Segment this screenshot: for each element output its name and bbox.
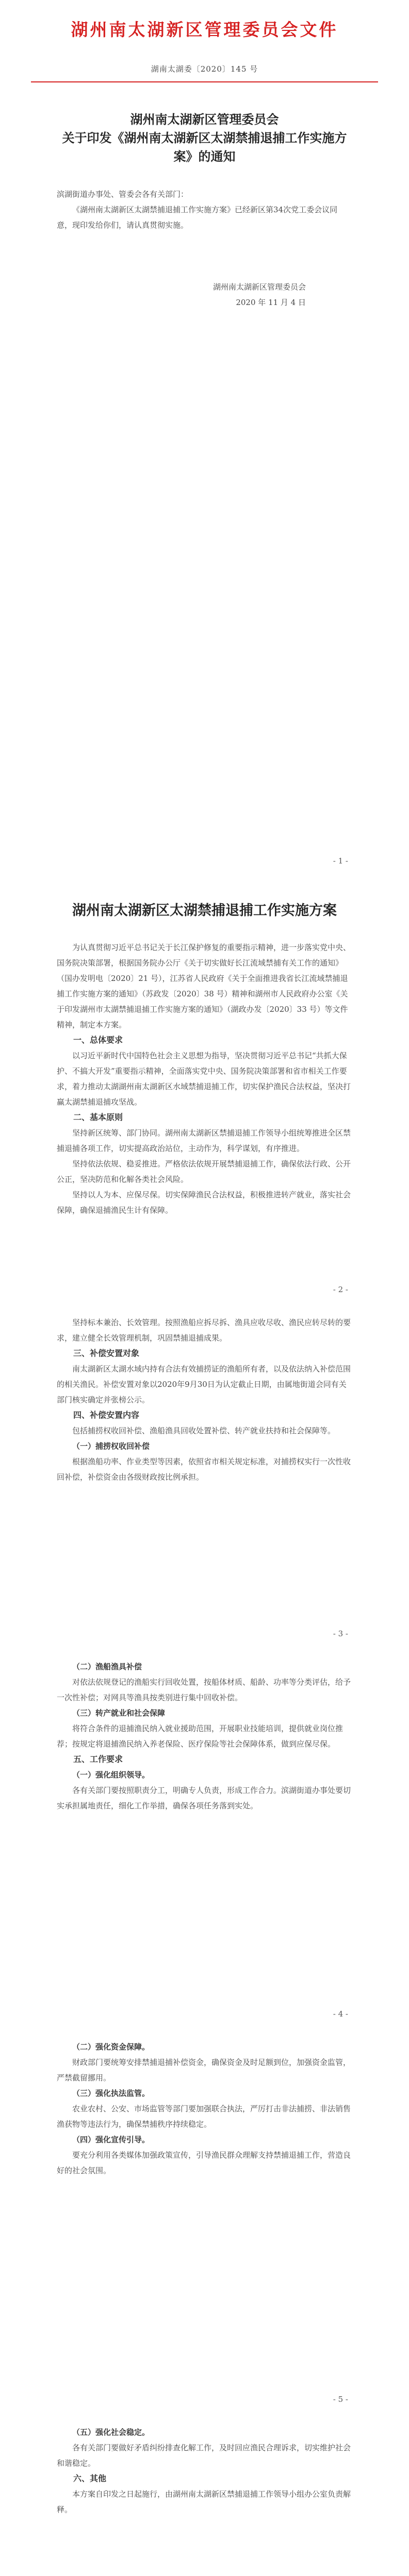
page-number-5: - 5 - [333, 2395, 348, 2404]
subsection-5-3-paragraph: 农业农村、公安、市场监管等部门要加强联合执法，严厉打击非法捕捞、非法销售渔获物等违法行为，确保禁捕秩序持续稳定。 [57, 2104, 351, 2129]
section-heading-5: 五、工作要求 [73, 1754, 123, 1764]
section-heading-2: 二、基本原则 [73, 1112, 123, 1122]
page-number-4: - 4 - [333, 2009, 348, 2019]
sign-date: 2020 年 11 月 4 日 [236, 298, 306, 307]
subsection-5-4-paragraph: 要充分利用各类媒体加强政策宣传，引导渔民群众理解支持禁捕退捕工作，营造良好的社会氛围。 [57, 2150, 351, 2175]
section-2-paragraph-2: 坚持依法依规、稳妥推进。严格依法依规开展禁捕退捕工作，确保依法行政、公开公正，坚决防范和化解各类社会风险。 [57, 1159, 351, 1184]
section-2-paragraph-4: 坚持标本兼治、长效管理。按照渔船应拆尽拆、渔具应收尽收、渔民应转尽转的要求，建立健全长效管理机制，巩固禁捕退捕成果。 [57, 1318, 351, 1343]
plan-intro: 为认真贯彻习近平总书记关于长江保护修复的重要指示精神，进一步落实党中央、国务院决策部署，根据国务院办公厅《关于切实做好长江流域禁捕有关工作的通知》（国办发明电〔2020〕21 号），江苏省人民政府《关于全面推进我省长江流域禁捕退捕工作实施方案的通知》（苏政发〔2020〕38 号）精神和湖州市人民政府办公室《关于印发湖州市太湖禁捕退捕工作实施方案的通知》（湖政办发〔2020〕33 号）等文件精神，制定本方案。 [57, 943, 351, 1029]
section-2-paragraph-3: 坚持以人为本、应保尽保。切实保障渔民合法权益，积极推进转产就业，落实社会保障，确保退捕渔民生计有保障。 [57, 1190, 351, 1215]
plan-section-4 [0, 2039, 409, 2178]
section-2-paragraph-1: 坚持新区统筹、部门协同。湖州南太湖新区禁捕退捕工作领导小组统筹推进全区禁捕退捕各项工作，切实提高政治站位，主动作为，科学谋划，有序推进。 [57, 1128, 351, 1153]
page-number-2: - 2 - [333, 1285, 348, 1294]
section-heading-3: 三、补偿安置对象 [73, 1348, 140, 1358]
notice-body-text: 《湖州南太湖新区太湖禁捕退捕工作实施方案》已经新区第34次党工委会议同意，现印发给你们，请认真贯彻实施。 [57, 205, 338, 230]
subsection-5-2-paragraph: 财政部门要统筹安排禁捕退捕补偿资金，确保资金及时足额到位，加强资金监管，严禁截留挪用。 [57, 2058, 351, 2082]
subsection-4-2: （二）渔船渔具补偿 [72, 1662, 142, 1671]
plan-title: 湖州南太湖新区太湖禁捕退捕工作实施方案 [72, 903, 337, 919]
red-divider [31, 81, 378, 82]
plan-section-3 [0, 1659, 409, 1814]
section-6-paragraph: 本方案自印发之日起施行，由湖州南太湖新区禁捕退捕工作领导小组办公室负责解释。 [57, 2489, 351, 2514]
salutation: 滨湖街道办事处、管委会各有关部门： [57, 190, 189, 199]
section-heading-6: 六、其他 [73, 2473, 107, 2483]
section-heading-1: 一、总体要求 [73, 1035, 123, 1045]
section-1-paragraph: 以习近平新时代中国特色社会主义思想为指导，坚决贯彻习近平总书记“共抓大保护、不搞大开发”重要指示精神，全面落实党中央、国务院决策部署和省市相关工作要求，着力推动太湖湖州南太湖新区水域禁捕退捕工作，切实保护渔民合法权益，坚决打赢太湖禁捕退捕攻坚战。 [57, 1051, 351, 1107]
subsection-5-5-paragraph: 各有关部门要做好矛盾纠纷排查化解工作，及时回应渔民合理诉求，切实维护社会和谐稳定。 [57, 2443, 351, 2468]
subsection-4-2-paragraph: 对依法依规登记的渔船实行回收处置，按船体材质、船龄、功率等分类评估，给予一次性补偿；对网具等渔具按类别进行集中回收补偿。 [57, 1677, 351, 1702]
red-header-title: 湖州南太湖新区管理委员会文件 [71, 20, 338, 40]
subsection-5-4: （四）强化宣传引导。 [72, 2135, 150, 2144]
plan-section-5 [0, 2425, 409, 2517]
notice-title-line-1: 湖州南太湖新区管理委员会 [130, 112, 279, 127]
section-4-paragraph: 包括捕捞权收回补偿、渔船渔具回收处置补偿、转产就业扶持和社会保障等。 [72, 1426, 336, 1435]
plan-section [0, 940, 409, 1218]
subsection-5-5: （五）强化社会稳定。 [72, 2428, 150, 2437]
notice-title [0, 110, 409, 166]
subsection-4-1-paragraph: 根据渔船功率、作业类型等因素，依照省市相关规定标准，对捕捞权实行一次性收回补偿，补偿资金由各级财政按比例承担。 [57, 1457, 351, 1482]
subsection-4-3: （三）转产就业和社会保障 [72, 1708, 166, 1718]
subsection-5-1-paragraph: 各有关部门要按照职责分工，明确专人负责，形成工作合力。滨湖街道办事处要切实承担属地责任，细化工作举措，确保各项任务落到实处。 [57, 1786, 351, 1810]
subsection-4-3-paragraph: 将符合条件的退捕渔民纳入就业援助范围，开展职业技能培训，提供就业岗位推荐；按规定将退捕渔民纳入养老保险、医疗保险等社会保障体系，做到应保尽保。 [57, 1724, 343, 1749]
subsection-4-1: （一）捕捞权收回补偿 [72, 1442, 150, 1451]
notice-body [0, 202, 409, 233]
sign-org: 湖州南太湖新区管理委员会 [212, 282, 306, 292]
plan-section-2 [0, 1315, 409, 1485]
subsection-5-3: （三）强化执法监管。 [72, 2089, 150, 2098]
page-number-1: - 1 - [333, 856, 348, 866]
page-number-3: - 3 - [333, 1629, 348, 1638]
section-heading-4: 四、补偿安置内容 [73, 1410, 140, 1420]
document-number: 湖南太湖委〔2020〕145 号 [151, 64, 258, 74]
section-3-paragraph: 南太湖新区太湖水域内持有合法有效捕捞证的渔船所有者，以及依法纳入补偿范围的相关渔民。补偿安置对象以2020年9月30日为认定截止日期，由属地街道会同有关部门核实确定并张榜公示。 [57, 1364, 351, 1404]
subsection-5-1: （一）强化组织领导。 [72, 1770, 150, 1780]
notice-title-line-2: 关于印发《湖州南太湖新区太湖禁捕退捕工作实施方案》的通知 [62, 130, 347, 164]
subsection-5-2: （二）强化资金保障。 [72, 2042, 150, 2052]
